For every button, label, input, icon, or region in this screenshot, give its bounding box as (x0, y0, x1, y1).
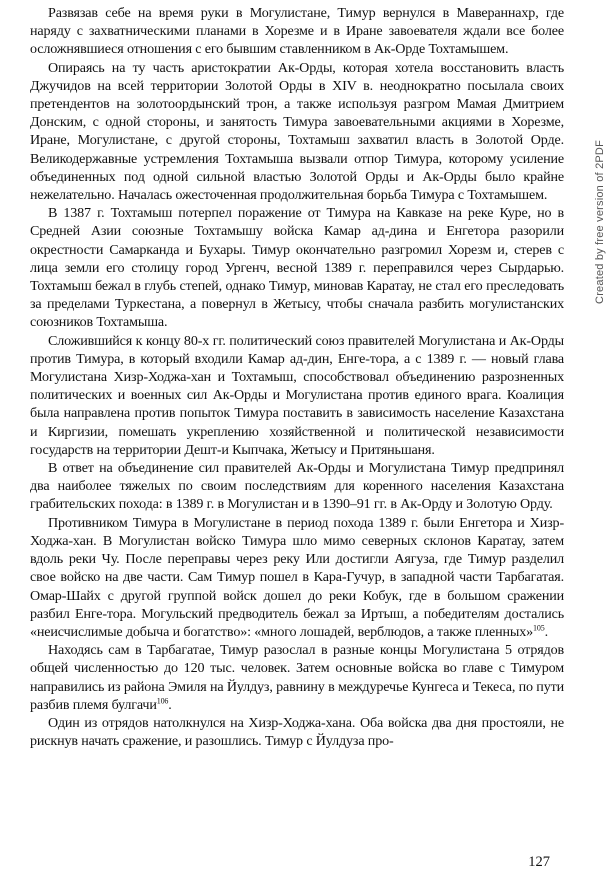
paragraph-6 (30, 514, 564, 641)
paragraph-6-text: Противником Тимура в Могулистане в период похода 1389 г. были Енгетора и Хизр-Ходжа-хан. В Могулистан войско Тимура шло мимо северных склонов Каратау, затем вдоль реки Чу. После переправы через реку Или достигли Аягуза, где Тимур разделил свое войско на две части. Сам Тимур пошел в Кара-Гучур, в западной части Тарбагатая. Омар-Шайх с другой группой войск дошел до реки Кобук, где в большом сражении разбил Енге-тора. Могульский предводитель бежал за Иртыш, а победителям достались «неисчислимые добыча и богатство»: «много лошадей, верблюдов, а также пленных» (30, 514, 564, 640)
footnote-ref-105[interactable]: 105 (533, 623, 545, 633)
paragraph-7-end: . (168, 696, 172, 713)
page-number: 127 (528, 854, 550, 870)
paragraph-4: Сложившийся к концу 80-х гг. политический союз правителей Могулистана и Ак-Орды против Тимура, в который входили Камар ад-дин, Енге-тора, а с 1389 г. — новый глава Могулистана Хизр-Ходжа-хан и Тохтамыш, способствовал объединению разрозненных политических и военных сил Ак-Орды и Могулистана против единого врага. Коалиция была направлена против попыток Тимура поставить в зависимость население Казахстана и Киргизии, помешать укреплению хозяйственной и политической независимости государств на территории Дешт-и Кыпчака, Жетысу и Притяньшаня. (30, 332, 564, 458)
paragraph-2: Опираясь на ту часть аристократии Ак-Орды, которая хотела восстановить власть Джучидов на всей территории Золотой Орды в XIV в. неоднократно посылала своих претендентов на золотоордынский трон, а также используя разгром Мамая Дмитрием Донским, с одной стороны, и занятость Тимура завоевательными акциями в Хорезме, Иране, Могулистане, с другой стороны, Тохтамыш захватил власть в Золотой Орде. Великодержавные устремления Тохтамыша вызвали отпор Тимура, которому усиление объединенных под одной сильной властью Золотой Орды и Ак-Орды было крайне нежелательно. Началась ожесточенная продолжительная борьба Тимура с Тохтамышем. (30, 59, 564, 204)
document-body (30, 4, 564, 750)
watermark-vertical (594, 140, 606, 304)
paragraph-7-text: Находясь сам в Тарбагатае, Тимур разослал в разные концы Могулистана 5 отрядов общей численностью до 120 тыс. человек. Затем основные войска во главе с Тимуром направились из района Эмиля на Йулдуз, равнину в междуречье Кунгеса и Текеса, по пути разбив племя булгачи (30, 642, 564, 713)
footnote-ref-106[interactable]: 106 (156, 696, 169, 706)
paragraph-5: В ответ на объединение сил правителей Ак-Орды и Могулистана Тимур предпринял два наиболее тяжелых по своим последствиям для коренного населения Казахстана грабительских похода: в 1389 г. в Могулистан и в 1390–91 гг. в Ак-Орду и Золотую Орду. (30, 460, 564, 513)
watermark-text: Created by free version of 2PDF (594, 140, 606, 304)
paragraph-8: Один из отрядов натолкнулся на Хизр-Ходжа-хана. Оба войска два дня простояли, не рискнув начать сражение, и разошлись. Тимур с Йулдуза про- (30, 714, 564, 750)
paragraph-1: Развязав себе на время руки в Могулистане, Тимур вернулся в Мавераннахр, где наряду с захватническими планами в Хорезме и в Иране завоевателя ждали все более осложнявшиеся отношения с его бывшим ставленником в Ак-Орде Тохтамышем. (30, 5, 564, 58)
paragraph-7 (30, 641, 564, 714)
paragraph-3: В 1387 г. Тохтамыш потерпел поражение от Тимура на Кавказе на реке Куре, но в Средней Азии союзные Тохтамышу войска Камар ад-дина и Енгетора разорили окрестности Самарканда и Бухары. Тимур окончательно разгромил Хорезм и, стерев с лица земли его столицу город Ургенч, весной 1389 г. переправился через Сырдарью. Тохтамыш бежал в глубь степей, однако Тимур, миновав Каратау, не стал его преследовать за пределами Туркестана, а повернул в Жетысу, чтобы сначала разбить могулистанских союзников Тохтамыша. (30, 205, 564, 331)
paragraph-6-end: . (544, 623, 548, 640)
